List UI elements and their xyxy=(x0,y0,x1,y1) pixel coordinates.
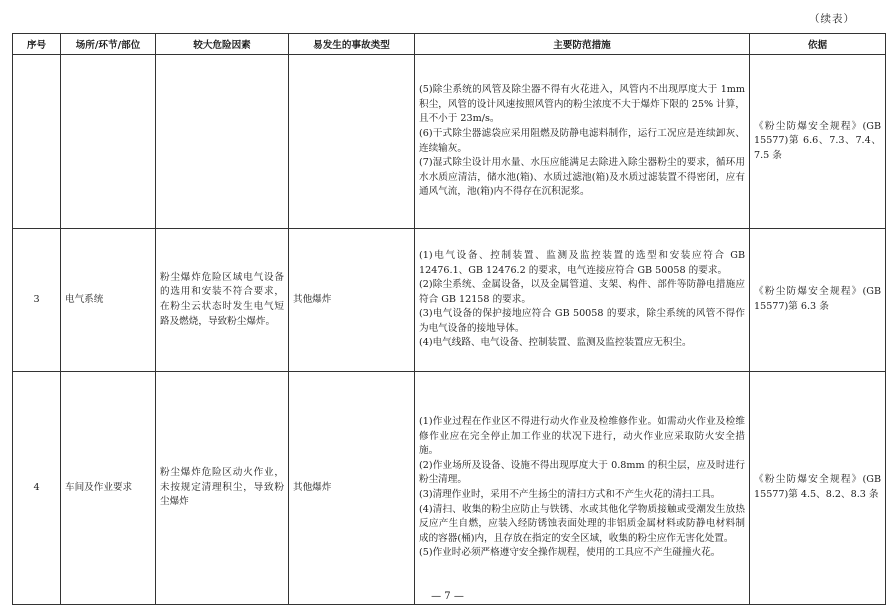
measure-item: (2)除尘系统、金属设备，以及金属管道、支架、构件、部件等防静电措施应符合 GB 12158 的要求。 xyxy=(419,279,745,305)
table-header-row xyxy=(13,34,886,55)
row-location: 车间及作业要求 xyxy=(61,372,156,605)
row-hazard: 粉尘爆炸危险区域电气设备的选用和安装不符合要求，在粉尘云状态时发生电气短路及燃烧，导致粉尘爆炸。 xyxy=(156,229,289,372)
measure-item: (1)作业过程在作业区不得进行动火作业及检维修作业。如需动火作业及检维修作业应在完全停止加工作业的状况下进行，动火作业应采取防火安全措施。 xyxy=(419,416,745,457)
table-row xyxy=(13,372,886,605)
header-hazard: 较大危险因素 xyxy=(156,34,289,55)
row-hazard xyxy=(156,55,289,229)
measure-item: (4)电气线路、电气设备、控制装置、监测及监控装置应无积尘。 xyxy=(419,337,692,349)
row-number: 3 xyxy=(13,229,61,372)
row-accident-type xyxy=(289,55,415,229)
measure-item: (1)电气设备、控制装置、监测及监控装置的选型和安装应符合 GB 12476.1、GB 12476.2 的要求，电气连接应符合 GB 50058 的要求。 xyxy=(419,249,745,276)
row-location: 电气系统 xyxy=(61,229,156,372)
row-basis: 《粉尘防爆安全规程》(GB 15577)第 6.6、7.3、7.4、7.5 条 xyxy=(750,55,886,229)
row-measures xyxy=(415,55,750,229)
header-basis: 依据 xyxy=(750,34,886,55)
header-measures: 主要防范措施 xyxy=(415,34,750,55)
measure-item: (5)作业时必须严格遵守安全操作规程，使用的工具应不产生碰撞火花。 xyxy=(419,547,721,559)
measure-item: (3)电气设备的保护接地应符合 GB 50058 的要求，除尘系统的风管不得作为电气设备的接地导体。 xyxy=(419,308,745,334)
safety-measures-table xyxy=(12,33,886,605)
row-number xyxy=(13,55,61,229)
table-row xyxy=(13,55,886,229)
row-number: 4 xyxy=(13,372,61,605)
measure-item: (6)干式除尘器滤袋应采用阻燃及防静电滤料制作，运行工况应是连续卸灰、连续输灰。 xyxy=(419,127,745,154)
measure-item: (7)湿式除尘设计用水量、水压应能满足去除进入除尘器粉尘的要求，循环用水水质应清洁，储水池(箱)、水质过滤池(箱)及水质过滤装置不得密闭，应有通风气流，池(箱)内不得存在沉积泥浆。 xyxy=(419,157,745,198)
measure-item: (2)作业场所及设备、设施不得出现厚度大于 0.8mm 的积尘层，应及时进行粉尘清理。 xyxy=(419,459,745,486)
row-hazard: 粉尘爆炸危险区动火作业，未按规定清理积尘，导致粉尘爆炸 xyxy=(156,372,289,605)
page-number: — 7 — xyxy=(431,591,464,602)
header-no: 序号 xyxy=(13,34,61,55)
table-row xyxy=(13,229,886,372)
measure-item: (5)除尘系统的风管及除尘器不得有火花进入，风管内不出现厚度大于 1mm 积尘，风管的设计风速按照风管内的粉尘浓度不大于爆炸下限的 25% 计算，且不小于 23m/s。 xyxy=(419,84,745,125)
continued-label: （续表） xyxy=(809,13,855,25)
row-basis: 《粉尘防爆安全规程》(GB 15577)第 6.3 条 xyxy=(750,229,886,372)
row-measures xyxy=(415,372,750,605)
row-accident-type: 其他爆炸 xyxy=(289,229,415,372)
measure-item: (3)清理作业时，采用不产生扬尘的清扫方式和不产生火花的清扫工具。 xyxy=(419,489,721,500)
row-location xyxy=(61,55,156,229)
row-accident-type: 其他爆炸 xyxy=(289,372,415,605)
row-basis: 《粉尘防爆安全规程》(GB 15577)第 4.5、8.2、8.3 条 xyxy=(750,372,886,605)
header-accident: 易发生的事故类型 xyxy=(289,34,415,55)
measure-item: (4)清扫、收集的粉尘应防止与铁锈、水或其他化学物质接触或受潮发生放热反应产生自燃，应装入经防锈蚀表面处理的非铝质金属材料或防静电材料制成的容器(桶)内，且存放在指定的安全区域，收集的粉尘应作无害化处置。 xyxy=(419,503,745,544)
header-location: 场所/环节/部位 xyxy=(61,34,156,55)
row-measures xyxy=(415,229,750,372)
